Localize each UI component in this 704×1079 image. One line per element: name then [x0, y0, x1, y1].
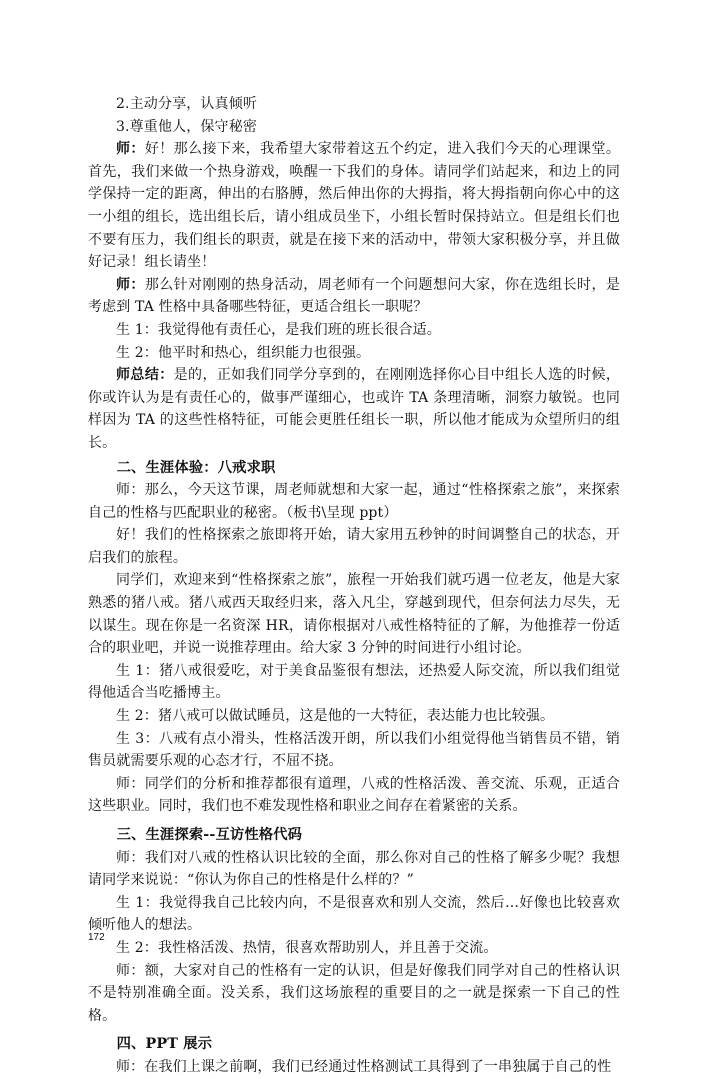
- paragraph: [88, 319, 620, 342]
- section-heading: [88, 1033, 620, 1056]
- paragraph-text: 好！那么接下来，我希望大家带着这五个约定，进入我们今天的心理课堂。首先，我们来做一个热身游戏，唤醒一下我们的身体。请同学们站起来，和边上的同学保持一定的距离，伸出的右胳膊，然后伸出你的大拇指，将大拇指朝向你心中的这一小组的组长，选出组长后，请小组成员坐下，小组长暂时保持站立。但是组长们也不要有压力，我们组长的职责，就是在接下来的活动中，带领大家积极分享，并且做好记录！组长请坐！: [88, 141, 620, 271]
- paragraph: [88, 728, 620, 773]
- document-body: [88, 93, 620, 1079]
- paragraph-text: 生 3：八戒有点小滑头，性格活泼开朗，所以我们小组觉得他当销售员不错，销售员就需要乐观的心态才行，不屈不挠。: [88, 730, 620, 770]
- paragraph-text: 生 2：他平时和热心，组织能力也很强。: [116, 344, 371, 361]
- paragraph: [88, 1056, 620, 1079]
- paragraph-text: 四、PPT 展示: [116, 1036, 213, 1053]
- paragraph: [88, 93, 620, 116]
- paragraph: [88, 342, 620, 365]
- paragraph-text: 同学们，欢迎来到“性格探索之旅”，旅程一开始我们就巧遇一位老友，他是大家熟悉的猪八戒。猪八戒西天取经归来，落入凡尘，穿越到现代，但奈何法力尽失，无以谋生。现在你是一名资深 HR，请你根据对八戒性格特征的了解，为他推荐一份适合的职业吧，并说一说推荐理由。给大家 3 分钟的时间进行小组讨论。: [88, 572, 620, 657]
- paragraph-text: 生 2：猪八戒可以做试睡员，这是他的一大特征，表达能力也比较强。: [116, 708, 555, 725]
- page-number: 172: [88, 932, 105, 943]
- paragraph: [88, 138, 620, 274]
- paragraph: [88, 364, 620, 454]
- paragraph-text: 3.尊重他人，保守秘密: [116, 118, 258, 135]
- paragraph-text: 师：在我们上课之前啊，我们已经通过性格测试工具得到了一串独属于自己的性: [116, 1058, 612, 1075]
- paragraph: [88, 274, 620, 319]
- paragraph: [88, 116, 620, 139]
- section-heading: [88, 457, 620, 480]
- paragraph-text: 生 2：我性格活泼、热情，很喜欢帮助别人，并且善于交流。: [116, 939, 498, 956]
- paragraph-text: 师：那么，今天这节课，周老师就想和大家一起，通过“性格探索之旅”，来探索自己的性格与匹配职业的秘密。（板书\呈现 ppt）: [88, 482, 620, 521]
- paragraph: [88, 773, 620, 818]
- speaker-label: 师总结：: [116, 367, 174, 384]
- paragraph-text: 生 1：我觉得我自己比较内向，不是很喜欢和别人交流，然后…好像也比较喜欢倾听他人的想法。: [88, 894, 620, 934]
- paragraph-text: 师：同学们的分析和推荐都很有道理，八戒的性格活泼、善交流、乐观，正适合这些职业。同时，我们也不难发现性格和职业之间存在着紧密的关系。: [88, 775, 620, 815]
- paragraph: [88, 524, 620, 569]
- paragraph-text: 三、生涯探索--互访性格代码: [116, 827, 303, 843]
- paragraph: [88, 960, 620, 1028]
- paragraph-text: 二、生涯体验：八戒求职: [116, 459, 276, 476]
- paragraph-text: 好！我们的性格探索之旅即将开始，请大家用五秒钟的时间调整自己的状态，开启我们的旅程。: [88, 527, 620, 566]
- paragraph: [88, 937, 620, 960]
- paragraph: [88, 847, 620, 892]
- speaker-label: 师：: [116, 276, 145, 293]
- paragraph: [88, 660, 620, 705]
- paragraph-text: 那么针对刚刚的热身活动，周老师有一个问题想问大家，你在选组长时，是考虑到 TA 性格中具备哪些特征，更适合组长一职呢？: [88, 276, 620, 316]
- paragraph-text: 师：额，大家对自己的性格有一定的认识，但是好像我们同学对自己的性格认识不是特别准确全面。没关系，我们这场旅程的重要目的之一就是探索一下自己的性格。: [88, 962, 620, 1024]
- paragraph-text: 生 1：我觉得他有责任心，是我们班的班长很合适。: [116, 321, 441, 338]
- paragraph: [88, 479, 620, 524]
- paragraph-text: 2.主动分享，认真倾听: [116, 96, 258, 112]
- paragraph-text: 生 1：猪八戒很爱吃，对于美食品鉴很有想法，还热爱人际交流，所以我们组觉得他适合当吃播博主。: [88, 662, 620, 702]
- paragraph: [88, 569, 620, 659]
- paragraph-text: 师：我们对八戒的性格认识比较的全面，那么你对自己的性格了解多少呢？我想请同学来说说：“你认为你自己的性格是什么样的？”: [88, 849, 620, 889]
- paragraph: [88, 892, 620, 937]
- paragraph-text: 是的，正如我们同学分享到的，在刚刚选择你心目中组长人选的时候，你或许认为是有责任心的，做事严谨细心，也或许 TA 条理清晰，洞察力敏锐。也同样因为 TA 的这些性格特征，可能会更胜任组长一职，所以他才能成为众望所归的组长。: [88, 367, 620, 451]
- speaker-label: 师：: [116, 141, 145, 158]
- section-heading: [88, 824, 620, 847]
- paragraph: [88, 705, 620, 728]
